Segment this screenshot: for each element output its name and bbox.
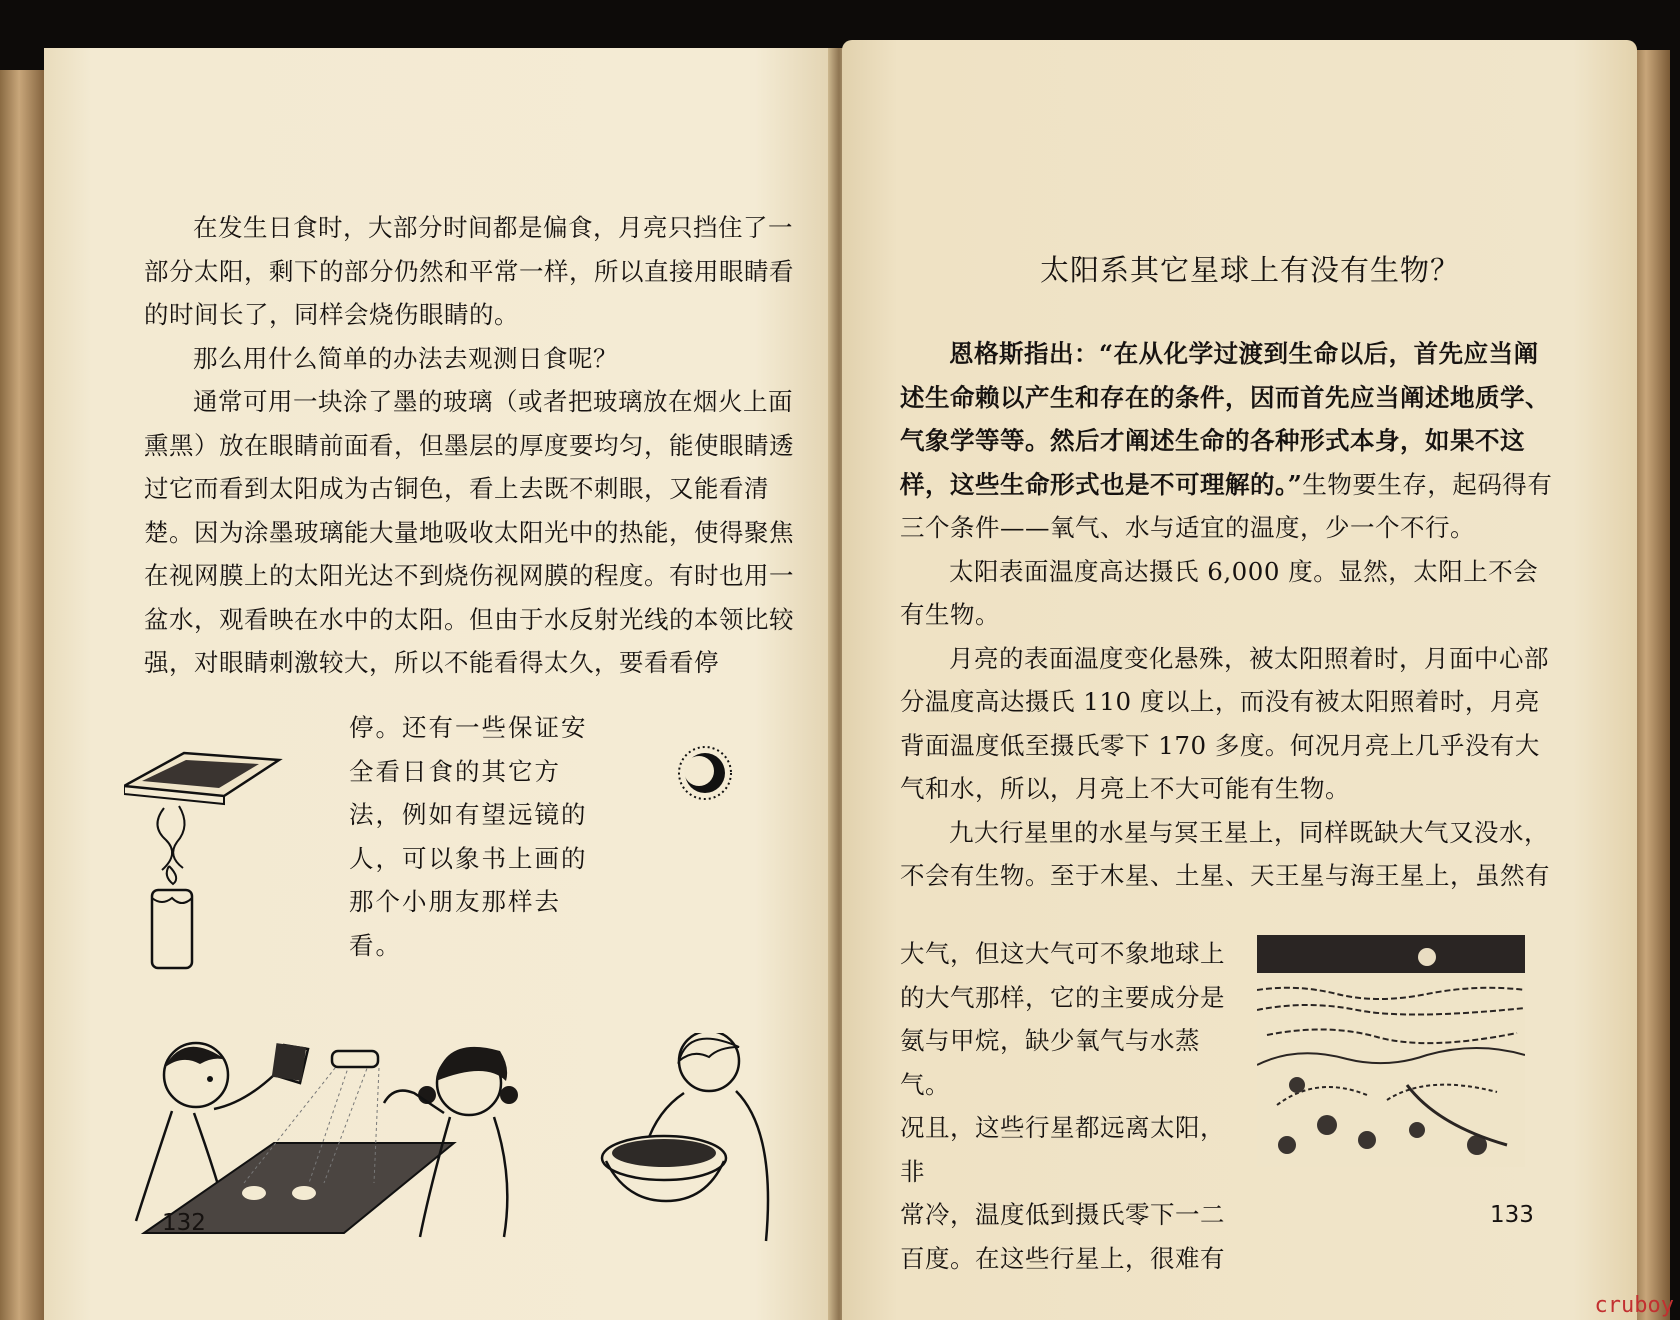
paragraph: 通常可用一块涂了墨的玻璃（或者把玻璃放在烟火上面熏黑）放在眼睛前面看，但墨层的厚度要均匀，能使眼睛透过它而看到太阳成为古铜色，看上去既不刺眼，又能看清楚。因为涂墨玻璃能大量地吸收太阳光中的热能，使得聚焦在视网膜上的太阳光达不到烧伤视网膜的程度。有时也用一盆水，观看映在水中的太阳。但由于水反射光线的本领比较强，对眼睛刺激较大，所以不能看得太久，要看看停 — [144, 387, 794, 677]
text-line: 常冷，温度低到摄氏零下一二 — [900, 1200, 1225, 1229]
text-line: 的大气那样，它的主要成分是 — [900, 982, 1225, 1012]
engels-quote: 恩格斯指出：“在从化学过渡到生命以后，首先应当阐述生命赖以产生和存在的条件，因而首先应当阐述地质学、气象学等等。然后才阐述生命的各种形式本身，如果不这样，这些生命形式也是不可理解的。” — [900, 339, 1550, 499]
left-body-text — [144, 206, 796, 685]
page-number: 133 — [1490, 1202, 1534, 1228]
text-line: 看。 — [349, 930, 402, 960]
text-line: 停。还有一些保证安 — [349, 713, 588, 742]
candle-glass-illustration — [124, 748, 304, 978]
paragraph: 太阳表面温度高达摄氏 6,000 度。显然，太阳上不会有生物。 — [900, 556, 1539, 629]
paragraph: 九大行星里的水星与冥王星上，同样既缺大气又没水，不会有生物。至于木星、土星、天王星与海王星上，虽然有 — [900, 817, 1550, 890]
left-book-edge — [0, 70, 48, 1320]
article-title: 太阳系其它星球上有没有生物？ — [1040, 253, 1461, 287]
quote-continuation: 生物要生存，起码得有三个条件——氧气、水与适宜的温度，少一个不行。 — [900, 469, 1553, 542]
text-line: 人，可以象书上画的 — [349, 843, 588, 873]
eclipse-icon — [670, 738, 740, 808]
quote-paragraph — [900, 332, 1558, 550]
children-observing-eclipse-illustration — [124, 1033, 824, 1243]
right-page — [842, 40, 1637, 1320]
page-number: 132 — [162, 1210, 206, 1236]
right-side-text — [900, 932, 1240, 1280]
text-line: 氨与甲烷，缺少氧气与水蒸气。 — [900, 1026, 1200, 1099]
text-line: 况且，这些行星都远离太阳，非 — [900, 1113, 1225, 1186]
paragraph: 那么用什么简单的办法去观测日食呢？ — [193, 343, 618, 373]
left-page — [44, 48, 834, 1320]
text-line: 百度。在这些行星上，很难有 — [900, 1243, 1225, 1273]
left-side-text — [349, 706, 649, 967]
text-line: 全看日食的其它方 — [349, 756, 561, 786]
paragraph: 在发生日食时，大部分时间都是偏食，月亮只挡住了一部分太阳，剩下的部分仍然和平常一样，所以直接用眼睛看的时间长了，同样会烧伤眼睛的。 — [144, 213, 794, 329]
paragraph: 月亮的表面温度变化悬殊，被太阳照着时，月面中心部分温度高达摄氏 110 度以上，而没有被太阳照着时，月亮背面温度低至摄氏零下 170 多度。何况月亮上几乎没有大气和水，所以，月亮上不大可能有生物。 — [900, 643, 1549, 803]
watermark: cruboy — [1594, 1293, 1674, 1318]
text-line: 那个小朋友那样去 — [349, 887, 561, 916]
text-line: 法，例如有望远镜的 — [349, 800, 588, 829]
right-body-text — [900, 332, 1558, 898]
planet-landscape-illustration — [1257, 935, 1525, 1167]
text-line: 大气，但这大气可不象地球上 — [900, 939, 1225, 968]
